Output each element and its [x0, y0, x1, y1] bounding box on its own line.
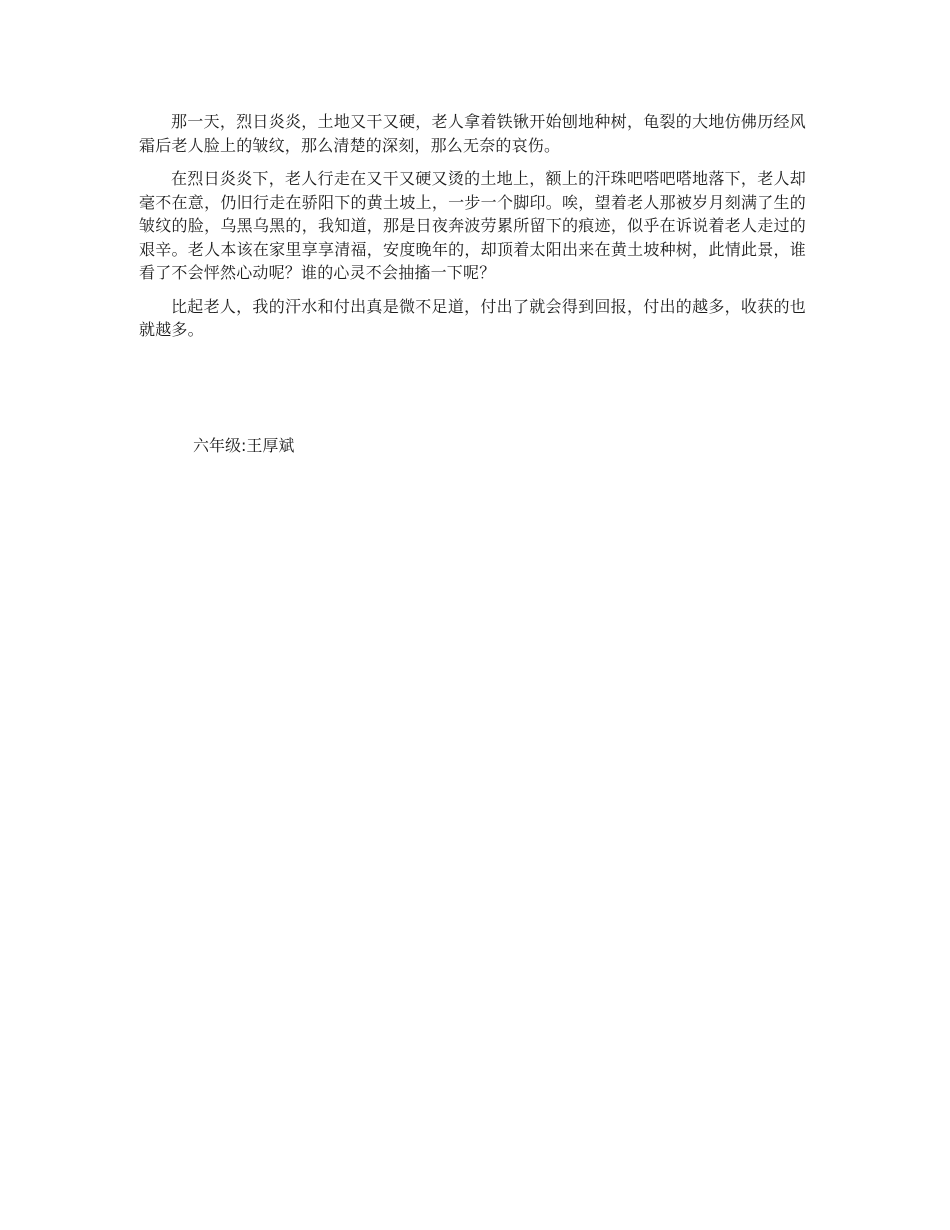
- author-signature: 六年级:王厚斌: [193, 436, 295, 455]
- paragraph-2: 在烈日炎炎下，老人行走在又干又硬又烫的土地上，额上的汗珠吧嗒吧嗒地落下，老人却毫不在意，仍旧行走在骄阳下的黄土坡上，一步一个脚印。唉，望着老人那被岁月刻满了生的皱纹的脸，乌黑乌黑的，我知道，那是日夜奔波劳累所留下的痕迹，似乎在诉说着老人走过的艰辛。老人本该在家里享享清福，安度晚年的，却顶着太阳出来在黄土坡种树，此情此景，谁看了不会怦然心动呢？谁的心灵不会抽搐一下呢？: [139, 169, 806, 282]
- paragraph-3: 比起老人，我的汗水和付出真是微不足道，付出了就会得到回报，付出的越多，收获的也就越多。: [139, 296, 806, 339]
- document-body: [139, 110, 806, 352]
- paragraph-1: 那一天，烈日炎炎，土地又干又硬，老人拿着铁锹开始刨地种树，龟裂的大地仿佛历经风霜后老人脸上的皱纹，那么清楚的深刻，那么无奈的哀伤。: [139, 112, 806, 155]
